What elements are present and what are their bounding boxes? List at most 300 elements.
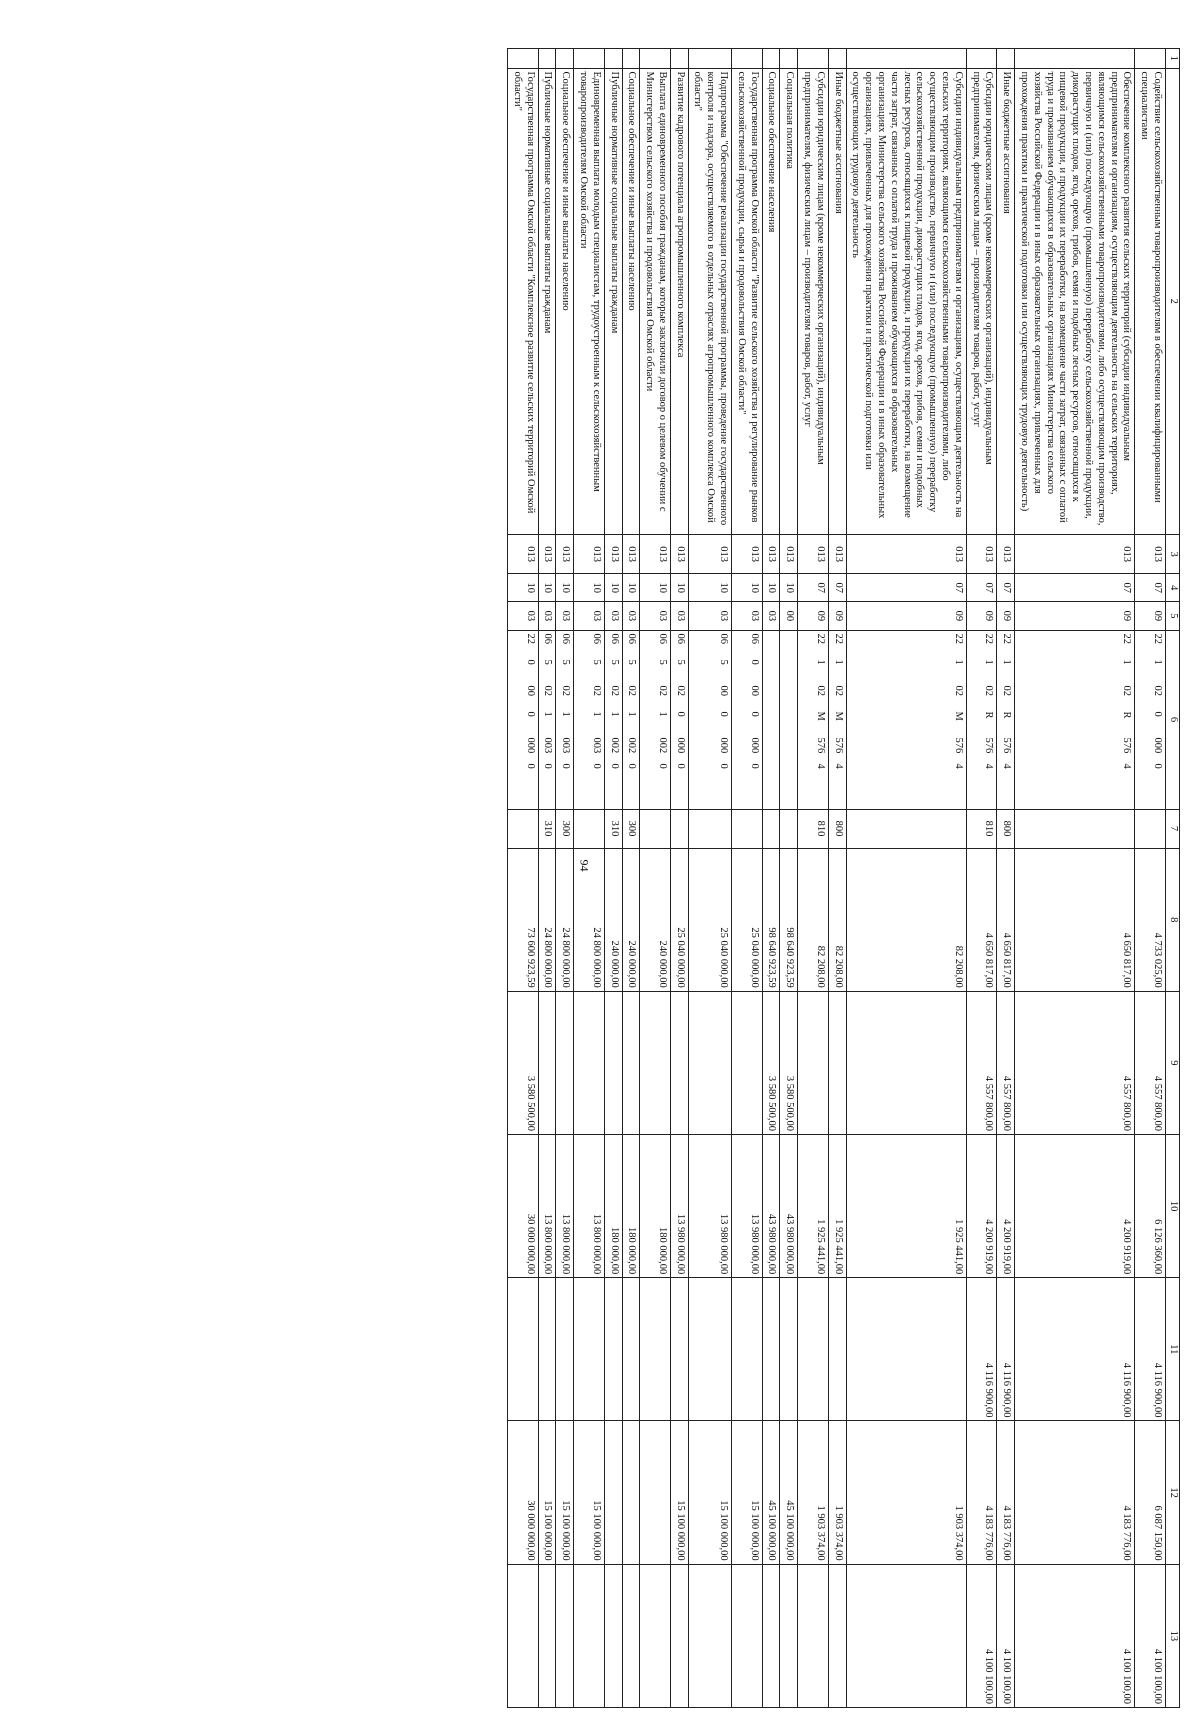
cell-amount-8: 82 208,00 <box>798 848 829 991</box>
target-article-part: 002 <box>608 737 620 754</box>
cell-target-article <box>966 630 997 809</box>
cell-amount-13 <box>846 1564 966 1707</box>
cell-name: Государственная программа Омской области "Развитие сельского хозяйства и регулирование рынков сельскохозяйственной продукции, сырья и продовольствия Омской области" <box>732 68 763 535</box>
cell-target-article <box>846 630 966 809</box>
cell-ministry-code: 013 <box>966 535 997 574</box>
cell-name: Социальное обеспечение и иные выплаты населению <box>622 68 640 535</box>
budget-table-rotated <box>70 48 1180 1708</box>
cell-section: 07 <box>1015 574 1135 602</box>
cell-section: 10 <box>538 574 556 602</box>
cell-ministry-code: 013 <box>640 535 671 574</box>
cell-subsection: 03 <box>604 602 622 630</box>
cell-amount-12: 30 000 000,00 <box>507 1421 538 1564</box>
cell-amount-8: 82 208,00 <box>828 848 846 991</box>
cell-amount-10: 43 980 000,00 <box>762 1135 780 1278</box>
target-article-part: 06 <box>718 633 730 645</box>
cell-amount-9 <box>604 991 622 1134</box>
cell-subsection: 09 <box>1135 602 1166 630</box>
target-article-part: M <box>814 711 826 721</box>
cell-target-article <box>732 630 763 809</box>
target-article-part: 02 <box>1152 685 1163 697</box>
cell-amount-13 <box>688 1564 731 1707</box>
cell-amount-13: 4 100 100,00 <box>1135 1564 1166 1707</box>
target-article-part: 5 <box>560 659 572 665</box>
target-article-part: 5 <box>542 659 554 665</box>
cell-ministry-code: 013 <box>556 535 574 574</box>
cell-amount-8: 240 000,00 <box>604 848 622 991</box>
cell-target-article <box>556 630 574 809</box>
cell-amount-9 <box>828 991 846 1134</box>
cell-amount-12: 1 903 374,00 <box>798 1421 829 1564</box>
target-article-part: 02 <box>560 685 572 697</box>
cell-amount-13 <box>640 1564 671 1707</box>
cell-amount-13 <box>604 1564 622 1707</box>
target-article-part: 0 <box>674 711 686 717</box>
table-row <box>1015 49 1135 1708</box>
cell-amount-11 <box>846 1278 966 1421</box>
cell-col1 <box>556 49 574 69</box>
cell-col1 <box>670 49 688 69</box>
cell-col1 <box>762 49 780 69</box>
target-article-part: 06 <box>560 633 572 645</box>
target-article-part: 4 <box>952 763 964 769</box>
column-number-10: 10 <box>1166 1135 1180 1278</box>
column-number-9: 9 <box>1166 991 1180 1134</box>
cell-ministry-code: 013 <box>997 535 1015 574</box>
target-article-part: 000 <box>748 737 760 754</box>
cell-name: Иные бюджетные ассигнования <box>997 68 1015 535</box>
column-number-8: 8 <box>1166 848 1180 991</box>
cell-amount-9 <box>556 991 574 1134</box>
target-article-part: R <box>1121 711 1133 719</box>
cell-amount-12: 15 100 000,00 <box>732 1421 763 1564</box>
target-article-part: 22 <box>983 633 995 645</box>
target-article-part: R <box>983 711 995 719</box>
cell-amount-10: 180 000,00 <box>622 1135 640 1278</box>
target-article-part: 5 <box>718 659 730 665</box>
cell-name: Единовременная выплата молодым специалистам, трудоустроенным к сельскохозяйственным товаропроизводителям Омской области <box>574 68 605 535</box>
target-article-part: 0 <box>560 763 572 769</box>
cell-amount-11 <box>538 1278 556 1421</box>
cell-amount-13 <box>507 1564 538 1707</box>
cell-amount-13: 4 100 100,00 <box>997 1564 1015 1707</box>
target-article-part: 4 <box>1121 763 1133 769</box>
cell-expense-type: 810 <box>798 809 829 848</box>
cell-target-article <box>507 630 538 809</box>
cell-name: Социальная политика <box>780 68 798 535</box>
target-article-part: 1 <box>1001 659 1013 665</box>
cell-amount-12: 45 100 000,00 <box>762 1421 780 1564</box>
cell-section: 07 <box>1135 574 1166 602</box>
cell-amount-10: 180 000,00 <box>604 1135 622 1278</box>
cell-expense-type <box>507 809 538 848</box>
cell-amount-9: 4 557 800,00 <box>1015 991 1135 1134</box>
cell-amount-9 <box>846 991 966 1134</box>
cell-ministry-code: 013 <box>828 535 846 574</box>
target-article-part: 1 <box>656 711 668 717</box>
cell-expense-type: 800 <box>828 809 846 848</box>
cell-amount-9 <box>622 991 640 1134</box>
cell-expense-type <box>1015 809 1135 848</box>
target-article-part: 1 <box>1152 659 1163 665</box>
target-article-part: 0 <box>1152 711 1163 717</box>
cell-name: Социальное обеспечение и иные выплаты населению <box>556 68 574 535</box>
target-article-part: 0 <box>748 711 760 717</box>
budget-table <box>507 48 1180 1708</box>
cell-name: Выплата единовременного пособия гражданам, которые заключили договор о целевом обучении с Министерством сельского хозяйства и продовольствия Омской области <box>640 68 671 535</box>
cell-amount-8: 240 000,00 <box>640 848 671 991</box>
cell-amount-11 <box>732 1278 763 1421</box>
page-number: 94 <box>577 859 592 872</box>
cell-amount-12: 15 100 000,00 <box>688 1421 731 1564</box>
cell-section: 07 <box>846 574 966 602</box>
cell-amount-10: 13 980 000,00 <box>732 1135 763 1278</box>
cell-name: Публичные нормативные социальные выплаты гражданам <box>604 68 622 535</box>
column-number-4: 4 <box>1166 574 1180 602</box>
target-article-part: 06 <box>626 633 638 645</box>
cell-amount-11 <box>828 1278 846 1421</box>
cell-amount-13 <box>798 1564 829 1707</box>
cell-amount-10: 13 980 000,00 <box>670 1135 688 1278</box>
cell-amount-13 <box>574 1564 605 1707</box>
target-article-part: 1 <box>560 711 572 717</box>
target-article-part: 003 <box>542 737 554 754</box>
cell-amount-12: 1 903 374,00 <box>828 1421 846 1564</box>
target-article-part: 000 <box>524 737 536 754</box>
cell-subsection: 09 <box>997 602 1015 630</box>
target-article-part: 00 <box>524 685 536 697</box>
table-row <box>670 49 688 1708</box>
cell-amount-8: 98 640 923,59 <box>780 848 798 991</box>
cell-target-article <box>688 630 731 809</box>
cell-subsection: 09 <box>1015 602 1135 630</box>
cell-section: 07 <box>798 574 829 602</box>
cell-ministry-code: 013 <box>604 535 622 574</box>
table-row <box>762 49 780 1708</box>
cell-expense-type <box>1135 809 1166 848</box>
cell-col1 <box>538 49 556 69</box>
cell-expense-type: 810 <box>966 809 997 848</box>
cell-amount-12: 4 183 776,00 <box>997 1421 1015 1564</box>
cell-amount-11 <box>604 1278 622 1421</box>
cell-amount-10: 13 800 000,00 <box>556 1135 574 1278</box>
target-article-part: 0 <box>524 711 536 717</box>
cell-amount-11 <box>574 1278 605 1421</box>
cell-amount-9 <box>670 991 688 1134</box>
cell-amount-11 <box>798 1278 829 1421</box>
cell-subsection: 03 <box>622 602 640 630</box>
column-number-11: 11 <box>1166 1278 1180 1421</box>
cell-section: 07 <box>966 574 997 602</box>
target-article-part: 02 <box>952 685 964 697</box>
cell-amount-10: 4 200 919,00 <box>966 1135 997 1278</box>
cell-amount-9: 3 580 500,00 <box>507 991 538 1134</box>
target-article-part: 02 <box>814 685 826 697</box>
cell-ministry-code: 013 <box>1135 535 1166 574</box>
target-article-part: 1 <box>832 659 844 665</box>
target-article-part: 02 <box>1121 685 1133 697</box>
target-article-part: 003 <box>590 737 602 754</box>
target-article-part: 576 <box>983 737 995 754</box>
cell-col1 <box>688 49 731 69</box>
cell-ministry-code: 013 <box>670 535 688 574</box>
cell-target-article <box>1135 630 1166 809</box>
table-body <box>507 49 1165 1708</box>
cell-subsection: 09 <box>966 602 997 630</box>
target-article-part: 22 <box>952 633 964 645</box>
target-article-part: 1 <box>814 659 826 665</box>
cell-amount-12: 1 903 374,00 <box>846 1421 966 1564</box>
target-article-part: 4 <box>832 763 844 769</box>
table-row <box>604 49 622 1708</box>
cell-amount-12: 15 100 000,00 <box>670 1421 688 1564</box>
cell-amount-12: 6 087 150,00 <box>1135 1421 1166 1564</box>
column-number-2: 2 <box>1166 68 1180 535</box>
cell-col1 <box>798 49 829 69</box>
cell-amount-11 <box>622 1278 640 1421</box>
cell-name: Публичные нормативные социальные выплаты гражданам <box>538 68 556 535</box>
cell-amount-11: 4 116 900,00 <box>1135 1278 1166 1421</box>
cell-col1 <box>966 49 997 69</box>
cell-amount-13 <box>762 1564 780 1707</box>
target-article-part: 22 <box>832 633 844 645</box>
target-article-part: 02 <box>832 685 844 697</box>
cell-amount-8: 24 800 000,00 <box>556 848 574 991</box>
cell-subsection: 03 <box>507 602 538 630</box>
cell-expense-type: 310 <box>538 809 556 848</box>
target-article-part: 0 <box>1152 763 1163 769</box>
cell-section: 10 <box>507 574 538 602</box>
target-article-part: 0 <box>718 763 730 769</box>
cell-name: Подпрограмма "Обеспечение реализации государственной программы, проведение государственного контроля и надзора, осуществляемого в отдельных отраслях агропромышленного комплекса Омской области" <box>688 68 731 535</box>
target-article-part: 1 <box>608 711 620 717</box>
table-row <box>966 49 997 1708</box>
cell-section: 10 <box>574 574 605 602</box>
cell-amount-8: 98 640 923,59 <box>762 848 780 991</box>
cell-name: Содействие сельскохозяйственным товаропроизводителям в обеспечении квалифицированными специалистами <box>1135 68 1166 535</box>
cell-target-article <box>574 630 605 809</box>
cell-subsection: 03 <box>538 602 556 630</box>
column-number-6: 6 <box>1166 630 1180 809</box>
target-article-part: 22 <box>814 633 826 645</box>
cell-expense-type: 300 <box>622 809 640 848</box>
column-number-row <box>1166 49 1180 1708</box>
cell-amount-13 <box>556 1564 574 1707</box>
cell-ministry-code: 013 <box>762 535 780 574</box>
target-article-part: M <box>952 711 964 721</box>
cell-amount-8: 4 650 817,00 <box>966 848 997 991</box>
cell-amount-9: 4 557 800,00 <box>1135 991 1166 1134</box>
cell-name: Обеспечение комплексного развития сельских территорий (субсидии индивидуальным предпринимателям и организациям, осуществляющим деятельность на сельских территориях, являющимся сельскохозяйственными товаропроизводителями, либо осуществляющим производство, первичную и (или) последующую (промышленную) переработку сельскохозяйственной продукции, дикорастущих плодов, ягод, орехов, грибов, семян и подобных лесных ресурсов, относящихся к пищевой продукции, и продукции их переработки, на возмещение части затрат, связанных с оплатой труда и проживанием обучающихся в образовательных организациях Министерства сельского хозяйства Российской Федерации и в иных образовательных организациях, привлеченных для прохождения практики и практической подготовки или осуществляющих трудовую деятельность) <box>1015 68 1135 535</box>
target-article-part: 000 <box>718 737 730 754</box>
target-article-part: 4 <box>1001 763 1013 769</box>
cell-amount-9 <box>538 991 556 1134</box>
cell-expense-type <box>574 809 605 848</box>
column-number-13: 13 <box>1166 1564 1180 1707</box>
cell-amount-10: 1 925 441,00 <box>828 1135 846 1278</box>
cell-col1 <box>574 49 605 69</box>
cell-expense-type: 300 <box>556 809 574 848</box>
cell-amount-12: 4 183 776,00 <box>966 1421 997 1564</box>
cell-name: Иные бюджетные ассигнования <box>828 68 846 535</box>
target-article-part: 0 <box>524 763 536 769</box>
target-article-part: 576 <box>814 737 826 754</box>
cell-amount-8: 4 733 025,00 <box>1135 848 1166 991</box>
cell-section: 10 <box>762 574 780 602</box>
cell-amount-12: 4 183 776,00 <box>1015 1421 1135 1564</box>
target-article-part: 0 <box>590 763 602 769</box>
cell-amount-11: 4 116 900,00 <box>1015 1278 1135 1421</box>
cell-amount-11 <box>640 1278 671 1421</box>
target-article-part: 002 <box>626 737 638 754</box>
cell-col1 <box>1135 49 1166 69</box>
column-number-7: 7 <box>1166 809 1180 848</box>
cell-target-article <box>997 630 1015 809</box>
cell-amount-10: 13 800 000,00 <box>538 1135 556 1278</box>
cell-section: 10 <box>640 574 671 602</box>
cell-target-article <box>762 630 780 809</box>
cell-expense-type: 310 <box>604 809 622 848</box>
target-article-part: 4 <box>983 763 995 769</box>
cell-ministry-code: 013 <box>846 535 966 574</box>
target-article-part: 0 <box>656 763 668 769</box>
cell-amount-11 <box>688 1278 731 1421</box>
target-article-part: 00 <box>748 685 760 697</box>
target-article-part: 0 <box>524 659 536 665</box>
target-article-part: 02 <box>1001 685 1013 697</box>
target-article-part: 1 <box>983 659 995 665</box>
cell-amount-11 <box>556 1278 574 1421</box>
cell-amount-9 <box>640 991 671 1134</box>
target-article-part: 22 <box>1121 633 1133 645</box>
cell-amount-13 <box>538 1564 556 1707</box>
cell-amount-8: 4 650 817,00 <box>997 848 1015 991</box>
table-row <box>798 49 829 1708</box>
cell-ministry-code: 013 <box>507 535 538 574</box>
cell-amount-12: 15 100 000,00 <box>556 1421 574 1564</box>
cell-amount-12 <box>622 1421 640 1564</box>
cell-target-article <box>780 630 798 809</box>
target-article-part: 22 <box>524 633 536 645</box>
target-article-part: 22 <box>1152 633 1163 645</box>
target-article-part: 02 <box>590 685 602 697</box>
cell-ministry-code: 013 <box>574 535 605 574</box>
cell-ministry-code: 013 <box>1015 535 1135 574</box>
table-row <box>507 49 538 1708</box>
table-row <box>780 49 798 1708</box>
cell-amount-10: 13 800 000,00 <box>574 1135 605 1278</box>
cell-expense-type <box>846 809 966 848</box>
target-article-part: 0 <box>674 763 686 769</box>
cell-subsection: 09 <box>798 602 829 630</box>
target-article-part: 5 <box>656 659 668 665</box>
target-article-part: 0 <box>626 763 638 769</box>
column-number-5: 5 <box>1166 602 1180 630</box>
column-number-1: 1 <box>1166 49 1180 69</box>
cell-amount-9 <box>732 991 763 1134</box>
cell-amount-8: 73 600 923,59 <box>507 848 538 991</box>
cell-col1 <box>640 49 671 69</box>
cell-subsection: 03 <box>670 602 688 630</box>
cell-amount-12 <box>640 1421 671 1564</box>
table-row <box>828 49 846 1708</box>
target-article-part: 1 <box>952 659 964 665</box>
table-row <box>556 49 574 1708</box>
cell-amount-10: 43 980 000,00 <box>780 1135 798 1278</box>
target-article-part: 0 <box>748 763 760 769</box>
cell-section: 07 <box>997 574 1015 602</box>
cell-amount-9: 3 580 500,00 <box>762 991 780 1134</box>
target-article-part: 06 <box>674 633 686 645</box>
cell-amount-8: 25 040 000,00 <box>670 848 688 991</box>
cell-amount-10: 4 200 919,00 <box>1015 1135 1135 1278</box>
cell-amount-11: 4 116 900,00 <box>997 1278 1015 1421</box>
cell-section: 10 <box>780 574 798 602</box>
target-article-part: 1 <box>542 711 554 717</box>
cell-subsection: 03 <box>732 602 763 630</box>
cell-amount-12: 15 100 000,00 <box>574 1421 605 1564</box>
table-row <box>640 49 671 1708</box>
cell-amount-12: 15 100 000,00 <box>538 1421 556 1564</box>
cell-expense-type: 800 <box>997 809 1015 848</box>
target-article-part: 0 <box>542 763 554 769</box>
target-article-part: 06 <box>542 633 554 645</box>
target-article-part: 0 <box>718 711 730 717</box>
cell-ministry-code: 013 <box>538 535 556 574</box>
cell-col1 <box>604 49 622 69</box>
cell-amount-12 <box>604 1421 622 1564</box>
cell-amount-8: 24 800 000,00 <box>574 848 605 991</box>
table-row <box>574 49 605 1708</box>
target-article-part: 1 <box>626 711 638 717</box>
target-article-part: M <box>832 711 844 721</box>
target-article-part: 1 <box>1121 659 1133 665</box>
target-article-part: 06 <box>656 633 668 645</box>
table-row <box>538 49 556 1708</box>
cell-amount-8: 25 040 000,00 <box>732 848 763 991</box>
target-article-part: 02 <box>626 685 638 697</box>
cell-expense-type <box>732 809 763 848</box>
cell-target-article <box>622 630 640 809</box>
cell-amount-10: 6 126 360,00 <box>1135 1135 1166 1278</box>
cell-amount-9: 4 557 800,00 <box>966 991 997 1134</box>
cell-target-article <box>538 630 556 809</box>
target-article-part: 0 <box>608 763 620 769</box>
cell-amount-13 <box>828 1564 846 1707</box>
cell-name: Субсидии индивидуальным предпринимателям и организациям, осуществляющим деятельность на сельских территориях, являющимся сельскохозяйственными товаропроизводителями, либо осуществляющим производство, первичную и (или) последующую (промышленную) переработку сельскохозяйственной продукции, дикорастущих плодов, ягод, орехов, грибов, семян и подобных лесных ресурсов, относящихся к пищевой продукции, и продукции их переработки, на возмещение части затрат, связанных с оплатой труда и проживанием обучающихся в образовательных организациях Министерства сельского хозяйства Российской Федерации и в иных образовательных организациях, привлеченных для прохождения практики и практической подготовки или осуществляющих трудовую деятельность <box>846 68 966 535</box>
target-article-part: R <box>1001 711 1013 719</box>
cell-amount-13 <box>622 1564 640 1707</box>
cell-amount-11 <box>762 1278 780 1421</box>
cell-amount-10: 13 980 000,00 <box>688 1135 731 1278</box>
cell-subsection: 09 <box>828 602 846 630</box>
cell-name: Субсидии юридическим лицам (кроме некоммерческих организаций), индивидуальным предпринимателям, физическим лицам – производителям товаров, работ, услуг <box>798 68 829 535</box>
cell-amount-13 <box>670 1564 688 1707</box>
cell-amount-8: 24 800 000,00 <box>538 848 556 991</box>
cell-target-article <box>828 630 846 809</box>
target-article-part: 06 <box>748 633 760 645</box>
cell-ministry-code: 013 <box>732 535 763 574</box>
cell-subsection: 03 <box>574 602 605 630</box>
target-article-part: 1 <box>590 711 602 717</box>
cell-target-article <box>640 630 671 809</box>
target-article-part: 002 <box>656 737 668 754</box>
cell-col1 <box>828 49 846 69</box>
target-article-part: 5 <box>626 659 638 665</box>
column-number-12: 12 <box>1166 1421 1180 1564</box>
cell-amount-13 <box>780 1564 798 1707</box>
target-article-part: 000 <box>1152 737 1163 754</box>
